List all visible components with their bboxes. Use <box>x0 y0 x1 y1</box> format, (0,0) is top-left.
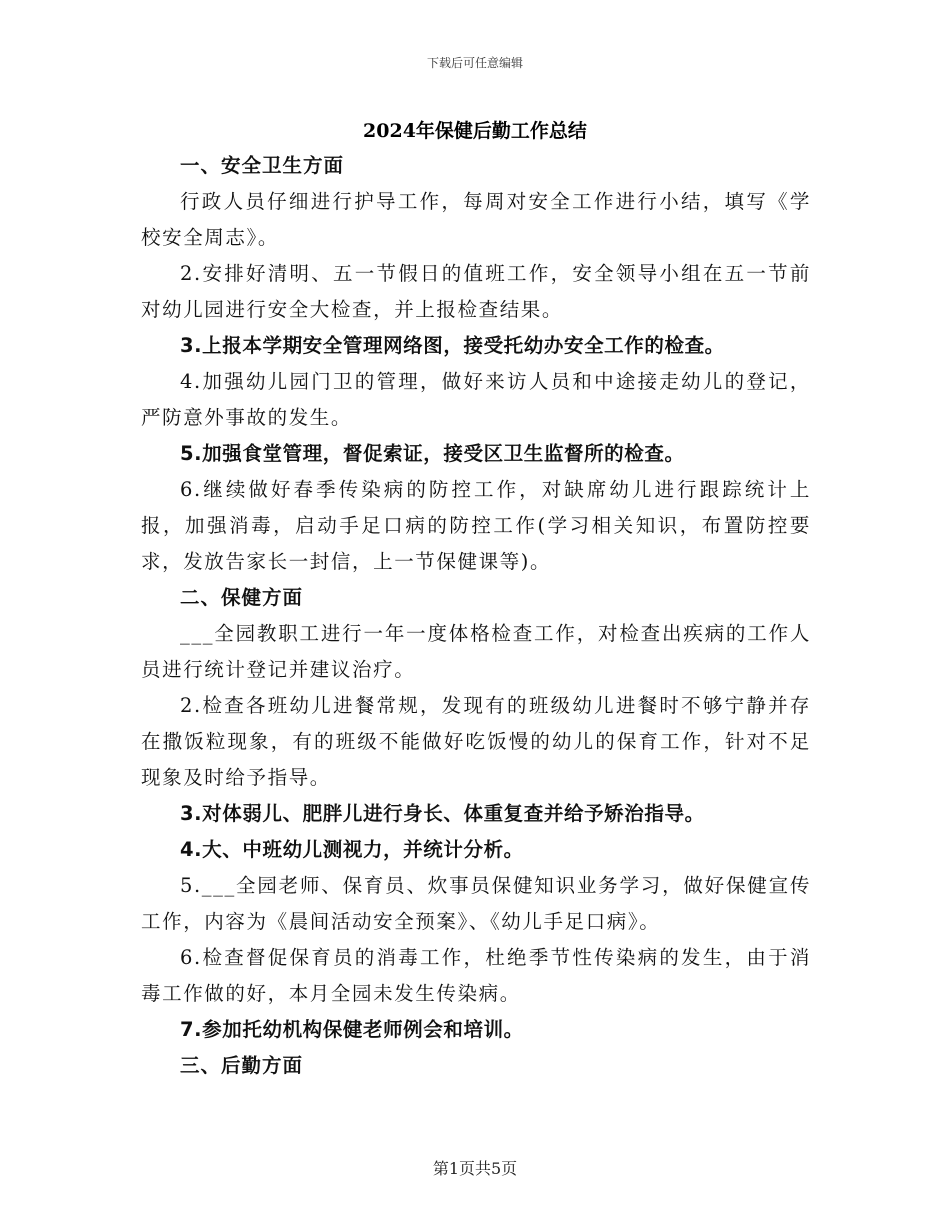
paragraph: ___全园教职工进行一年一度体格检查工作，对检查出疾病的工作人员进行统计登记并建议治疗。 <box>141 622 811 681</box>
paragraph: 二、保健方面 <box>180 586 304 609</box>
paragraph: 3.对体弱儿、肥胖儿进行身长、体重复查并给予矫治指导。 <box>180 802 705 825</box>
header-note: 下载后可任意编辑 <box>426 56 523 70</box>
paragraph: 5.加强食堂管理，督促索证，接受区卫生监督所的检查。 <box>180 442 685 465</box>
document-body <box>141 148 811 1084</box>
paragraph: 2.检查各班幼儿进餐常规，发现有的班级幼儿进餐时不够宁静并存在撒饭粒现象，有的班级不能做好吃饭慢的幼儿的保育工作，针对不足现象及时给予指导。 <box>141 694 811 789</box>
page-footer: 第1页共5页 <box>432 1159 518 1178</box>
paragraph: 4.加强幼儿园门卫的管理，做好来访人员和中途接走幼儿的登记，严防意外事故的发生。 <box>141 370 811 429</box>
paragraph: 行政人员仔细进行护导工作，每周对安全工作进行小结，填写《学校安全周志》。 <box>141 190 811 249</box>
paragraph: 6.检查督促保育员的消毒工作，杜绝季节性传染病的发生，由于消毒工作做的好，本月全园未发生传染病。 <box>141 946 811 1005</box>
paragraph: 三、后勤方面 <box>180 1054 304 1077</box>
paragraph: 7.参加托幼机构保健老师例会和培训。 <box>180 1018 524 1041</box>
document-title: 2024年保健后勤工作总结 <box>363 120 587 142</box>
paragraph: 一、安全卫生方面 <box>180 154 345 177</box>
paragraph: 4.大、中班幼儿测视力，并统计分析。 <box>180 838 524 861</box>
paragraph: 5.___全园老师、保育员、炊事员保健知识业务学习，做好保健宣传工作，内容为《晨间活动安全预案》、《幼儿手足口病》。 <box>141 874 811 933</box>
paragraph: 3.上报本学期安全管理网络图，接受托幼办安全工作的检查。 <box>180 334 725 357</box>
paragraph: 2.安排好清明、五一节假日的值班工作，安全领导小组在五一节前对幼儿园进行安全大检查，并上报检查结果。 <box>141 262 811 321</box>
paragraph: 6.继续做好春季传染病的防控工作，对缺席幼儿进行跟踪统计上报，加强消毒，启动手足口病的防控工作(学习相关知识，布置防控要求，发放告家长一封信，上一节保健课等)。 <box>141 478 811 573</box>
